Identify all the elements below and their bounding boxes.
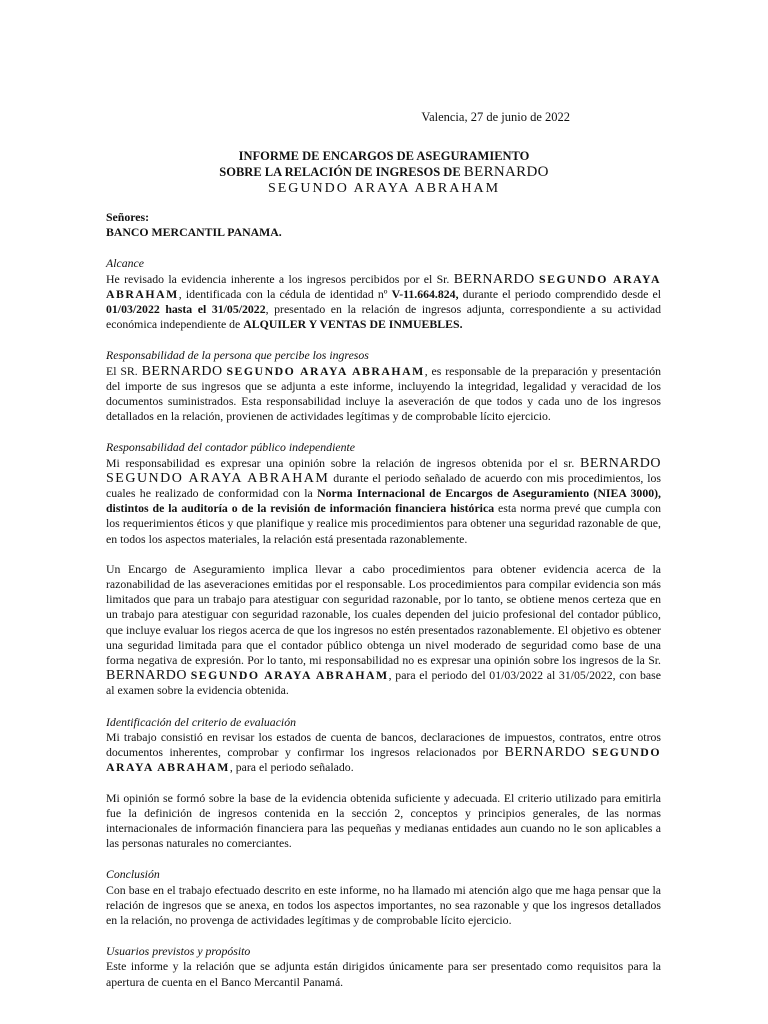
- text-span: , identificada con la cédula de identidad nº: [178, 286, 392, 301]
- heading-conclusion: Conclusión: [106, 867, 160, 882]
- text-span: , para el periodo del 01/03/2022 al 31/05/2022, con base al examen sobre la evidencia obtenida.: [106, 668, 661, 698]
- paragraph-resp-contador: [106, 456, 661, 547]
- paragraph-opinion: Mi opinión se formó sobre la base de la evidencia obtenida suficiente y adecuada. El criterio utilizado para emitirla fue la definición de ingresos contenida en la sección 2, conceptos y principios generales, de las normas internacionales de información financiera para las pequeñas y medianas entidades aun cuando no le son aplicables a las personas naturales no comerciantes.: [106, 790, 661, 851]
- client-last-names: SEGUNDO ARAYA ABRAHAM: [106, 745, 661, 775]
- document-body: [106, 210, 661, 990]
- title-line-2: [0, 164, 768, 180]
- heading-alcance: Alcance: [106, 256, 144, 271]
- text-span: durante el periodo señalado de acuerdo con mis procedimientos, los cuales he realizado de conformidad con la: [106, 470, 661, 501]
- cedula-number: V-11.664.824,: [391, 286, 459, 301]
- paragraph-conclusion: Con base en el trabajo efectuado descrito en este informe, no ha llamado mi atención algo que me haga pensar que la relación de ingresos que se anexa, en todos los aspectos importantes, no sea razonable y que los ingresos detallados en la relación, no provenga de actividades legítimas y de comprobable lícito ejercicio.: [106, 882, 661, 927]
- document-title: [0, 148, 768, 197]
- paragraph-criterio: [106, 730, 661, 776]
- recipient-block: [106, 210, 661, 240]
- client-last-names: SEGUNDO ARAYA ABRAHAM: [106, 470, 330, 486]
- text-span: esta norma prevé que cumpla con los requerimientos éticos y que planifique y realice mis procedimientos para obtener una seguridad razonable de que, en todos los aspectos materiales, la relación está presentada razonablemente.: [106, 501, 661, 546]
- client-first-name: BERNARDO: [141, 363, 223, 379]
- client-first-name: BERNARDO: [106, 668, 188, 684]
- heading-resp-contador: Responsabilidad del contador público independiente: [106, 440, 356, 455]
- title-name-first: BERNARDO: [463, 164, 549, 180]
- text-span: Mi responsabilidad es expresar una opinión sobre la relación de ingresos obtenida por el sr.: [106, 455, 580, 470]
- paragraph-usuarios: Este informe y la relación que se adjunta están dirigidos únicamente para ser presentado como requisitos para la apertura de cuenta en el Banco Mercantil Panamá.: [106, 959, 661, 989]
- title-line-3: SEGUNDO ARAYA ABRAHAM: [267, 181, 501, 196]
- client-last-names: SEGUNDO ARAYA ABRAHAM: [190, 668, 389, 683]
- heading-usuarios: Usuarios previstos y propósito: [106, 944, 251, 959]
- client-last-names: SEGUNDO ARAYA ABRAHAM: [106, 271, 661, 301]
- paragraph-encargo: [106, 562, 661, 699]
- client-first-name: BERNARDO: [579, 455, 661, 471]
- text-span: , para el periodo señalado.: [229, 760, 354, 775]
- client-first-name: BERNARDO: [453, 271, 535, 287]
- salutation: Señores:: [106, 210, 150, 224]
- paragraph-alcance: [106, 272, 661, 333]
- paragraph-resp-persona: [106, 364, 661, 425]
- client-first-name: BERNARDO: [504, 745, 586, 761]
- text-span: Un Encargo de Aseguramiento implica llevar a cabo procedimientos para obtener evidencia acerca de la razonabilidad de las aseveraciones emitidas por el responsable. Los procedimientos para compilar evidencia son más limitados que para un trabajo para atestiguar con seguridad razonable, por lo tanto, se obtiene menos certeza que en un trabajo para atestiguar con seguridad razonable, los cuales dependen del juicio profesional del contador público, que incluye evaluar los riegos acerca de que los ingresos no estén presentados razonablemente. El objetivo es obtener una seguridad limitada para que el contador público obtenga un nivel moderado de seguridad como base de una forma negativa de expresión. Por lo tanto, mi responsabilidad no es expresar una opinión sobre los ingresos de la Sr.: [106, 561, 661, 668]
- title-line-2-text: SOBRE LA RELACIÓN DE INGRESOS DE: [219, 165, 461, 179]
- text-span: El SR.: [106, 363, 142, 378]
- text-span: , presentado en la relación de ingresos adjunta, correspondiente a su actividad económica independiente de: [106, 302, 661, 332]
- activity-name: ALQUILER Y VENTAS DE INMUEBLES.: [243, 317, 463, 332]
- heading-criterio: Identificación del criterio de evaluación: [106, 714, 297, 729]
- text-span: durante el periodo comprendido desde el: [458, 286, 661, 301]
- norma-niea: Norma Internacional de Encargos de Aseguramiento (NIEA 3000), distintos de la auditoría o de la revisión de información financiera histórica: [106, 486, 662, 516]
- text-span: , es responsable de la preparación y presentación del importe de sus ingresos que se adjunta a este informe, incluyendo la integridad, legalidad y veracidad de los documentos suministrados. Esta responsabilidad incluye la aseveración de que todos y cada uno de los ingresos detallados en la relación, provienen de actividades legítimas y de comprobable lícito ejercicio.: [106, 363, 661, 424]
- bank-name: BANCO MERCANTIL PANAMA.: [106, 225, 282, 240]
- period-range: 01/03/2022 hasta el 31/05/2022: [106, 302, 266, 317]
- title-line-1: INFORME DE ENCARGOS DE ASEGURAMIENTO: [238, 149, 530, 163]
- text-span: He revisado la evidencia inherente a los ingresos percibidos por el Sr.: [106, 271, 454, 286]
- document-date: Valencia, 27 de junio de 2022: [421, 110, 570, 124]
- client-last-names: SEGUNDO ARAYA ABRAHAM: [226, 363, 425, 378]
- text-span: Mi trabajo consistió en revisar los estados de cuenta de bancos, declaraciones de impuestos, contratos, entre otros documentos inherentes, comprobar y confirmar los ingresos relacionados por: [106, 729, 661, 760]
- heading-resp-persona: Responsabilidad de la persona que percibe los ingresos: [106, 348, 369, 363]
